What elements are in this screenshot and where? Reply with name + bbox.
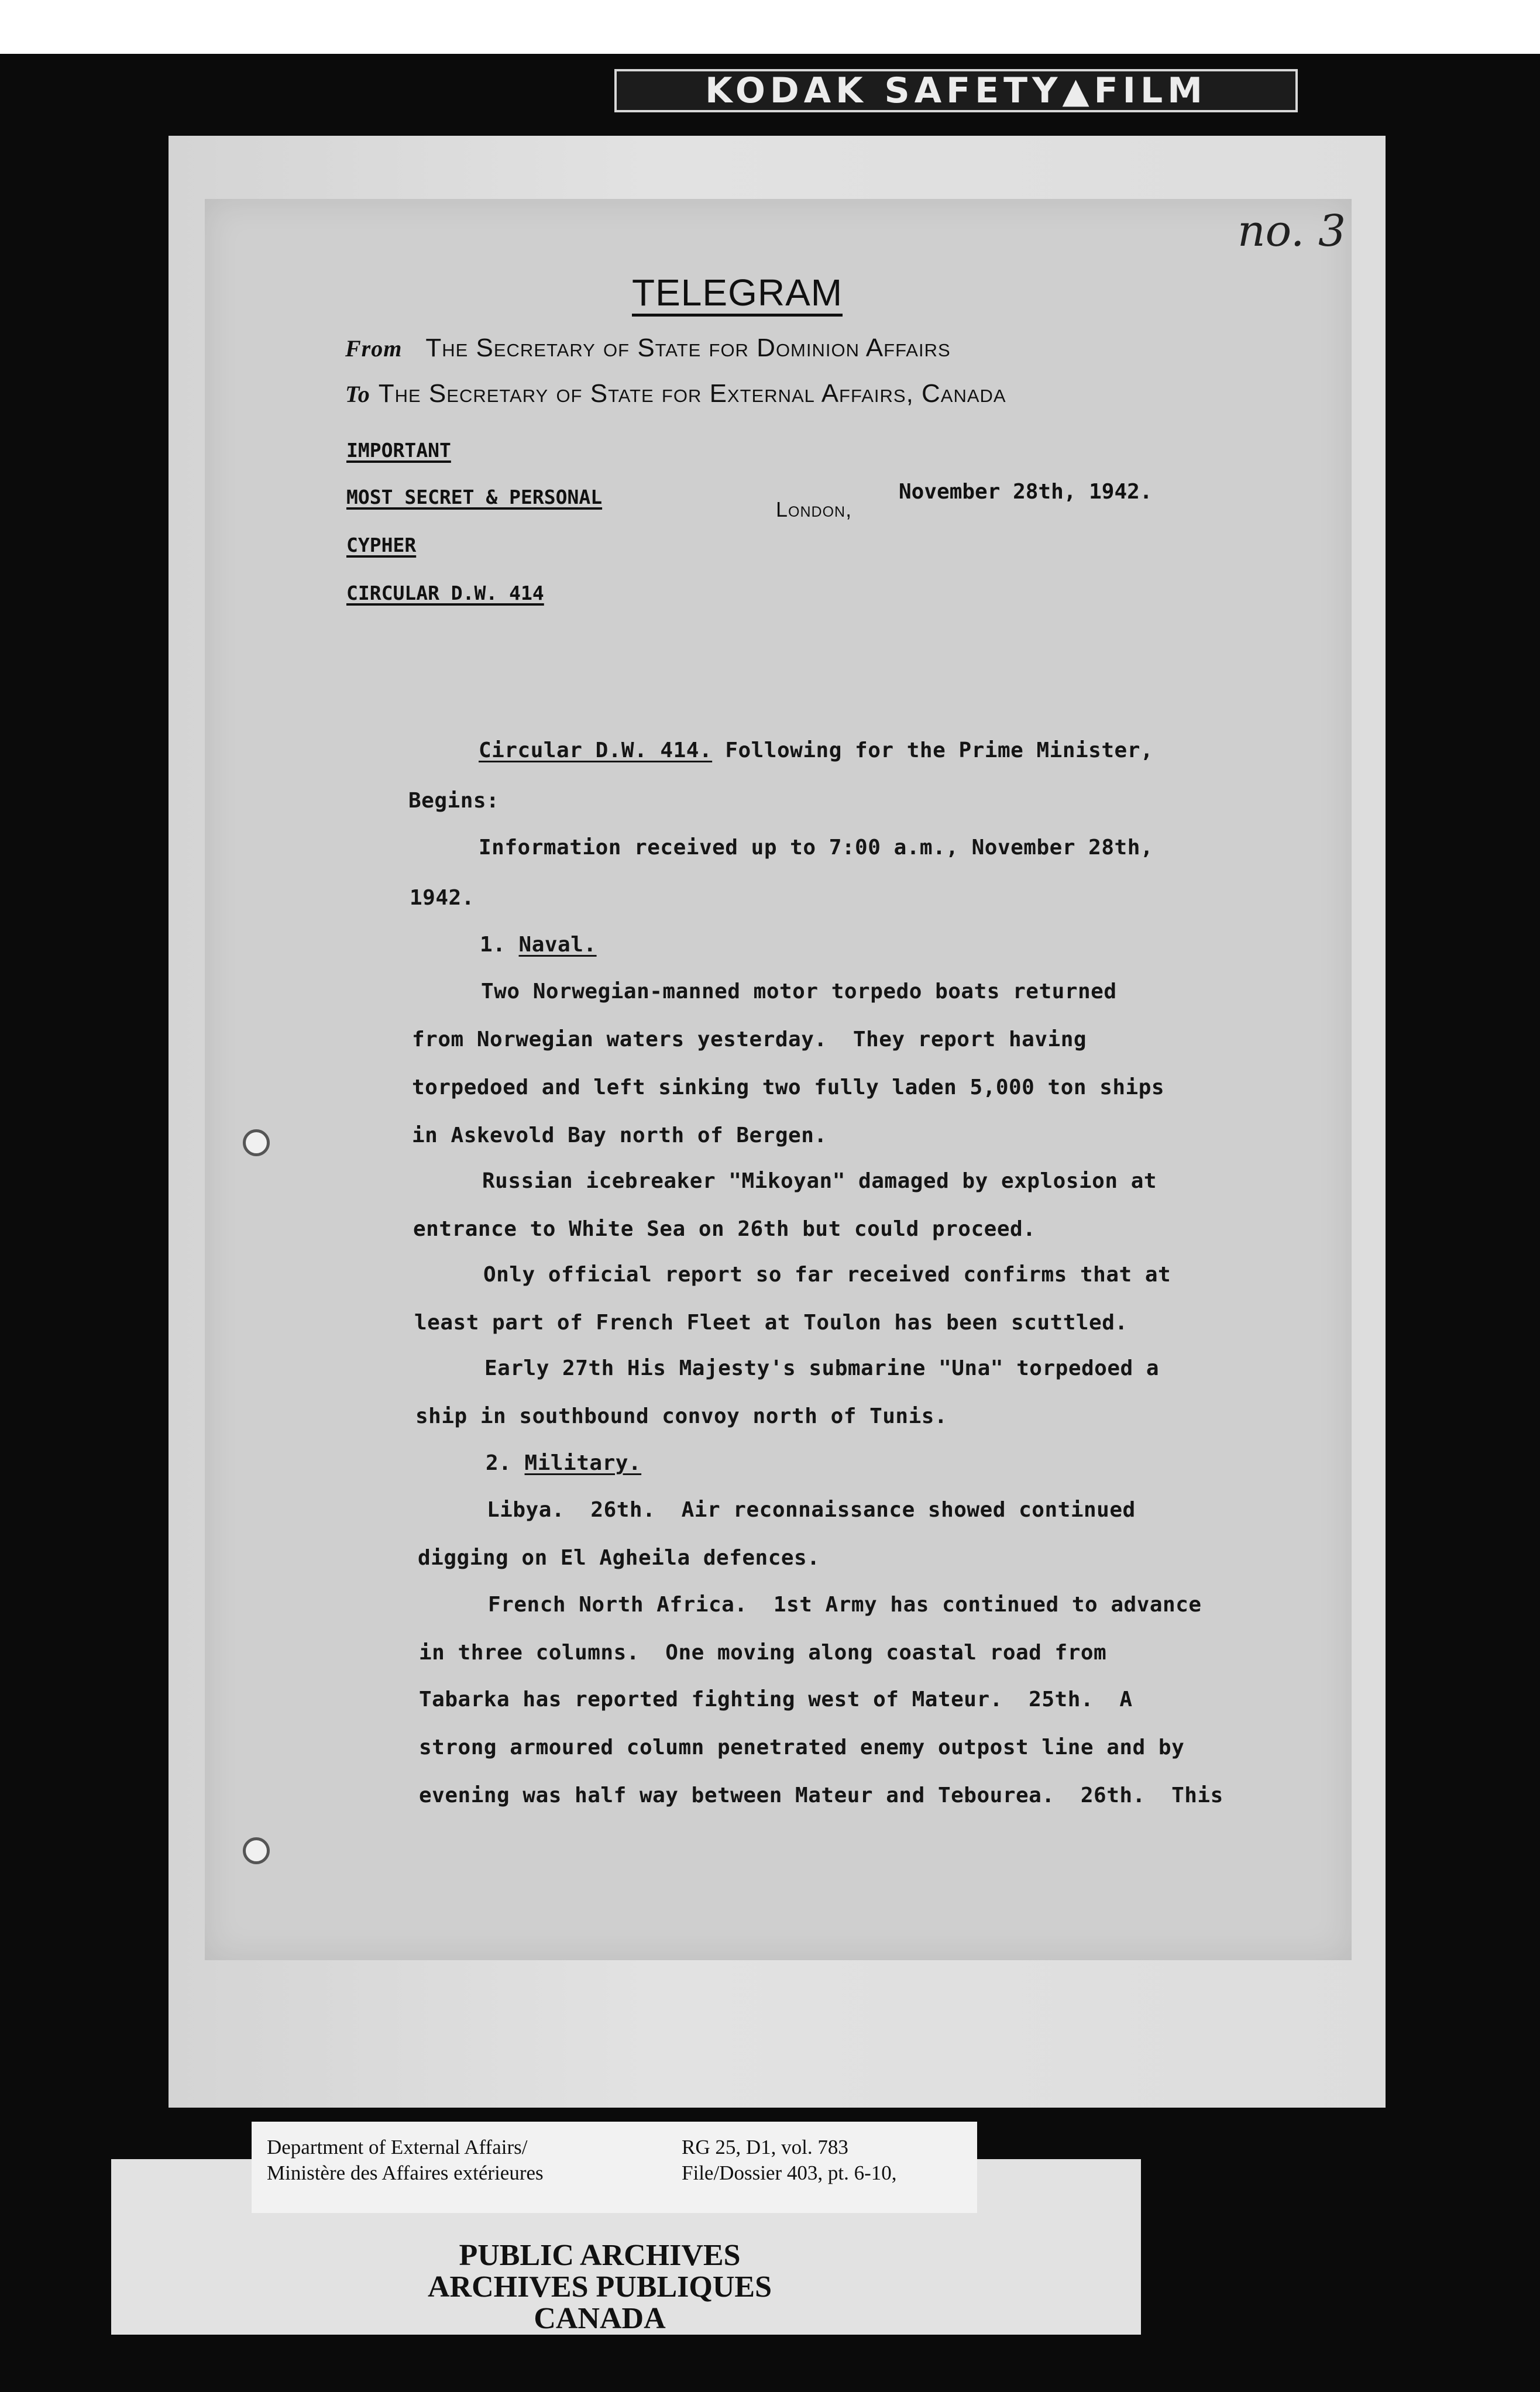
body-line: Only official report so far received confirms that at	[483, 1263, 1171, 1287]
to-label: To	[345, 381, 370, 407]
film-edge-marking: KODAK SAFETY▲FILM	[614, 69, 1298, 112]
body-line: strong armoured column penetrated enemy outpost line and by	[419, 1735, 1185, 1759]
body-line: from Norwegian waters yesterday. They report having	[412, 1027, 1087, 1051]
from-line	[345, 334, 951, 363]
body-line: least part of French Fleet at Toulon has been scuttled.	[414, 1311, 1128, 1335]
section-title: Military.	[524, 1451, 642, 1475]
circular-reference: Circular D.W. 414.	[479, 738, 713, 762]
body-line: in Askevold Bay north of Bergen.	[412, 1123, 827, 1147]
handwritten-note: no. 3	[1238, 206, 1346, 256]
place-of-origin: London,	[776, 497, 852, 521]
classification-secret: MOST SECRET & PERSONAL	[346, 486, 603, 508]
punch-hole	[243, 1129, 270, 1156]
body-line: Tabarka has reported fighting west of Mateur. 25th. A	[419, 1688, 1133, 1711]
body-line: Begins:	[408, 789, 500, 813]
body-line: Libya. 26th. Air reconnaissance showed continued	[487, 1498, 1136, 1522]
body-line: evening was half way between Mateur and Tebourea. 26th. This	[419, 1783, 1223, 1807]
body-line: ship in southbound convoy north of Tunis.	[415, 1404, 948, 1428]
file-reference-block: RG 25, D1, vol. 783 File/Dossier 403, pt. 6-10,	[682, 2136, 897, 2184]
to-value: The Secretary of State for External Affairs, Canada	[378, 379, 1006, 408]
to-line	[345, 379, 1006, 408]
punch-hole	[243, 1837, 270, 1864]
section-heading: 2. Military.	[486, 1451, 642, 1475]
body-line: Two Norwegian-manned motor torpedo boats returned	[481, 980, 1117, 1003]
section-title: Naval.	[518, 933, 597, 957]
telegram-title: TELEGRAM	[632, 271, 843, 317]
body-line: digging on El Agheila defences.	[418, 1546, 820, 1570]
from-label: From	[345, 335, 403, 362]
section-heading: 1. Naval.	[480, 933, 597, 957]
body-line: torpedoed and left sinking two fully laden 5,000 ton ships	[412, 1075, 1165, 1099]
body-line: Early 27th His Majesty's submarine "Una" torpedoed a	[484, 1356, 1160, 1380]
archive-reference-label	[252, 2122, 977, 2213]
body-line: French North Africa. 1st Army has continued to advance	[488, 1593, 1202, 1617]
public-archives-stamp: PUBLIC ARCHIVES ARCHIVES PUBLIQUES CANADA	[427, 2239, 772, 2335]
classification-circular: CIRCULAR D.W. 414	[346, 582, 544, 604]
body-line: Russian icebreaker "Mikoyan" damaged by explosion at	[482, 1169, 1157, 1193]
body-line: entrance to White Sea on 26th but could proceed.	[413, 1217, 1036, 1241]
from-value: The Secretary of State for Dominion Affairs	[425, 334, 951, 362]
body-line: Circular D.W. 414. Following for the Prime Minister,	[479, 738, 1154, 762]
body-line: Information received up to 7:00 a.m., November 28th,	[479, 836, 1154, 860]
body-line: 1942.	[410, 886, 475, 910]
body-line: in three columns. One moving along coastal road from	[419, 1641, 1107, 1665]
classification-cypher: CYPHER	[346, 534, 417, 556]
telegram-date: November 28th, 1942.	[899, 480, 1153, 504]
classification-important: IMPORTANT	[346, 439, 451, 462]
department-block: Department of External Affairs/ Ministère des Affaires extérieures	[267, 2136, 544, 2184]
